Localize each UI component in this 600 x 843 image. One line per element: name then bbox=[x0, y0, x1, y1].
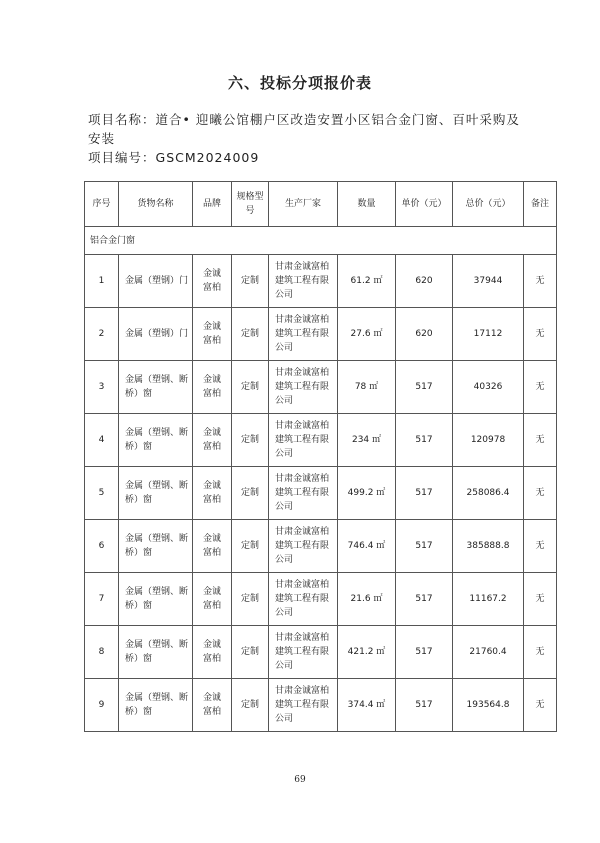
brand-cell: 金诚富柏 bbox=[193, 467, 232, 520]
quantity-cell: 421.2 ㎡ bbox=[338, 626, 396, 679]
manufacturer-cell: 甘肃金诚富柏建筑工程有限公司 bbox=[269, 414, 338, 467]
unit-price-cell: 517 bbox=[396, 414, 453, 467]
quantity-cell: 21.6 ㎡ bbox=[338, 573, 396, 626]
project-name bbox=[88, 110, 528, 148]
spec-model-cell: 定制 bbox=[232, 361, 269, 414]
table-row bbox=[85, 573, 557, 626]
section-row bbox=[85, 227, 557, 255]
goods-name-cell: 金属（塑钢、断桥）窗 bbox=[119, 467, 193, 520]
row-number-cell: 8 bbox=[85, 626, 119, 679]
header-cell: 规格型号 bbox=[232, 182, 269, 227]
total-price-cell: 17112 bbox=[453, 308, 524, 361]
manufacturer-cell: 甘肃金诚富柏建筑工程有限公司 bbox=[269, 626, 338, 679]
manufacturer-cell: 甘肃金诚富柏建筑工程有限公司 bbox=[269, 361, 338, 414]
remark-cell: 无 bbox=[524, 308, 557, 361]
unit-price-cell: 517 bbox=[396, 467, 453, 520]
row-number-cell: 3 bbox=[85, 361, 119, 414]
total-price-cell: 21760.4 bbox=[453, 626, 524, 679]
quantity-cell: 499.2 ㎡ bbox=[338, 467, 396, 520]
total-price-cell: 193564.8 bbox=[453, 679, 524, 732]
spec-model-cell: 定制 bbox=[232, 573, 269, 626]
row-number-cell: 9 bbox=[85, 679, 119, 732]
project-name-value: 道合• 迎曦公馆棚户区改造安置小区铝合金门窗、百叶采购及安装 bbox=[88, 112, 520, 146]
table-row bbox=[85, 361, 557, 414]
manufacturer-cell: 甘肃金诚富柏建筑工程有限公司 bbox=[269, 467, 338, 520]
manufacturer-cell: 甘肃金诚富柏建筑工程有限公司 bbox=[269, 255, 338, 308]
project-name-label: 项目名称： bbox=[88, 112, 156, 127]
goods-name-cell: 金属（塑钢、断桥）窗 bbox=[119, 573, 193, 626]
total-price-cell: 385888.8 bbox=[453, 520, 524, 573]
table-row bbox=[85, 308, 557, 361]
quantity-cell: 374.4 ㎡ bbox=[338, 679, 396, 732]
goods-name-cell: 金属（塑钢、断桥）窗 bbox=[119, 520, 193, 573]
header-cell: 数量 bbox=[338, 182, 396, 227]
header-cell: 序号 bbox=[85, 182, 119, 227]
unit-price-cell: 620 bbox=[396, 255, 453, 308]
goods-name-cell: 金属（塑钢）门 bbox=[119, 308, 193, 361]
quantity-cell: 27.6 ㎡ bbox=[338, 308, 396, 361]
unit-price-cell: 517 bbox=[396, 520, 453, 573]
unit-price-cell: 517 bbox=[396, 573, 453, 626]
quote-table bbox=[84, 181, 557, 732]
page-number: 69 bbox=[294, 775, 306, 785]
total-price-cell: 37944 bbox=[453, 255, 524, 308]
quantity-cell: 746.4 ㎡ bbox=[338, 520, 396, 573]
spec-model-cell: 定制 bbox=[232, 308, 269, 361]
quantity-cell: 234 ㎡ bbox=[338, 414, 396, 467]
goods-name-cell: 金属（塑钢、断桥）窗 bbox=[119, 361, 193, 414]
brand-cell: 金诚富柏 bbox=[193, 679, 232, 732]
goods-name-cell: 金属（塑钢、断桥）窗 bbox=[119, 414, 193, 467]
goods-name-cell: 金属（塑钢）门 bbox=[119, 255, 193, 308]
header-cell: 单价（元） bbox=[396, 182, 453, 227]
row-number-cell: 4 bbox=[85, 414, 119, 467]
header-cell: 备注 bbox=[524, 182, 557, 227]
spec-model-cell: 定制 bbox=[232, 679, 269, 732]
remark-cell: 无 bbox=[524, 255, 557, 308]
remark-cell: 无 bbox=[524, 626, 557, 679]
total-price-cell: 120978 bbox=[453, 414, 524, 467]
section-label: 铝合金门窗 bbox=[85, 227, 557, 255]
header-cell: 生产厂家 bbox=[269, 182, 338, 227]
total-price-cell: 11167.2 bbox=[453, 573, 524, 626]
manufacturer-cell: 甘肃金诚富柏建筑工程有限公司 bbox=[269, 573, 338, 626]
spec-model-cell: 定制 bbox=[232, 467, 269, 520]
quantity-cell: 61.2 ㎡ bbox=[338, 255, 396, 308]
header-cell: 货物名称 bbox=[119, 182, 193, 227]
brand-cell: 金诚富柏 bbox=[193, 255, 232, 308]
page-title: 六、投标分项报价表 bbox=[227, 74, 372, 92]
spec-model-cell: 定制 bbox=[232, 520, 269, 573]
goods-name-cell: 金属（塑钢、断桥）窗 bbox=[119, 679, 193, 732]
manufacturer-cell: 甘肃金诚富柏建筑工程有限公司 bbox=[269, 679, 338, 732]
row-number-cell: 7 bbox=[85, 573, 119, 626]
project-code-value: GSCM2024009 bbox=[155, 150, 260, 165]
header-cell: 品牌 bbox=[193, 182, 232, 227]
brand-cell: 金诚富柏 bbox=[193, 626, 232, 679]
unit-price-cell: 620 bbox=[396, 308, 453, 361]
table-row bbox=[85, 414, 557, 467]
table-row bbox=[85, 626, 557, 679]
spec-model-cell: 定制 bbox=[232, 414, 269, 467]
brand-cell: 金诚富柏 bbox=[193, 520, 232, 573]
goods-name-cell: 金属（塑钢、断桥）窗 bbox=[119, 626, 193, 679]
table-row bbox=[85, 467, 557, 520]
remark-cell: 无 bbox=[524, 679, 557, 732]
unit-price-cell: 517 bbox=[396, 626, 453, 679]
project-code-label: 项目编号： bbox=[88, 150, 156, 165]
table-row bbox=[85, 520, 557, 573]
project-code bbox=[88, 148, 528, 167]
row-number-cell: 2 bbox=[85, 308, 119, 361]
total-price-cell: 258086.4 bbox=[453, 467, 524, 520]
manufacturer-cell: 甘肃金诚富柏建筑工程有限公司 bbox=[269, 308, 338, 361]
remark-cell: 无 bbox=[524, 414, 557, 467]
remark-cell: 无 bbox=[524, 361, 557, 414]
row-number-cell: 5 bbox=[85, 467, 119, 520]
table-header-row bbox=[85, 182, 557, 227]
row-number-cell: 1 bbox=[85, 255, 119, 308]
brand-cell: 金诚富柏 bbox=[193, 308, 232, 361]
unit-price-cell: 517 bbox=[396, 361, 453, 414]
brand-cell: 金诚富柏 bbox=[193, 573, 232, 626]
spec-model-cell: 定制 bbox=[232, 255, 269, 308]
row-number-cell: 6 bbox=[85, 520, 119, 573]
table-row bbox=[85, 679, 557, 732]
header-cell: 总价（元） bbox=[453, 182, 524, 227]
manufacturer-cell: 甘肃金诚富柏建筑工程有限公司 bbox=[269, 520, 338, 573]
remark-cell: 无 bbox=[524, 520, 557, 573]
spec-model-cell: 定制 bbox=[232, 626, 269, 679]
brand-cell: 金诚富柏 bbox=[193, 361, 232, 414]
remark-cell: 无 bbox=[524, 573, 557, 626]
unit-price-cell: 517 bbox=[396, 679, 453, 732]
quantity-cell: 78 ㎡ bbox=[338, 361, 396, 414]
total-price-cell: 40326 bbox=[453, 361, 524, 414]
table-row bbox=[85, 255, 557, 308]
remark-cell: 无 bbox=[524, 467, 557, 520]
brand-cell: 金诚富柏 bbox=[193, 414, 232, 467]
